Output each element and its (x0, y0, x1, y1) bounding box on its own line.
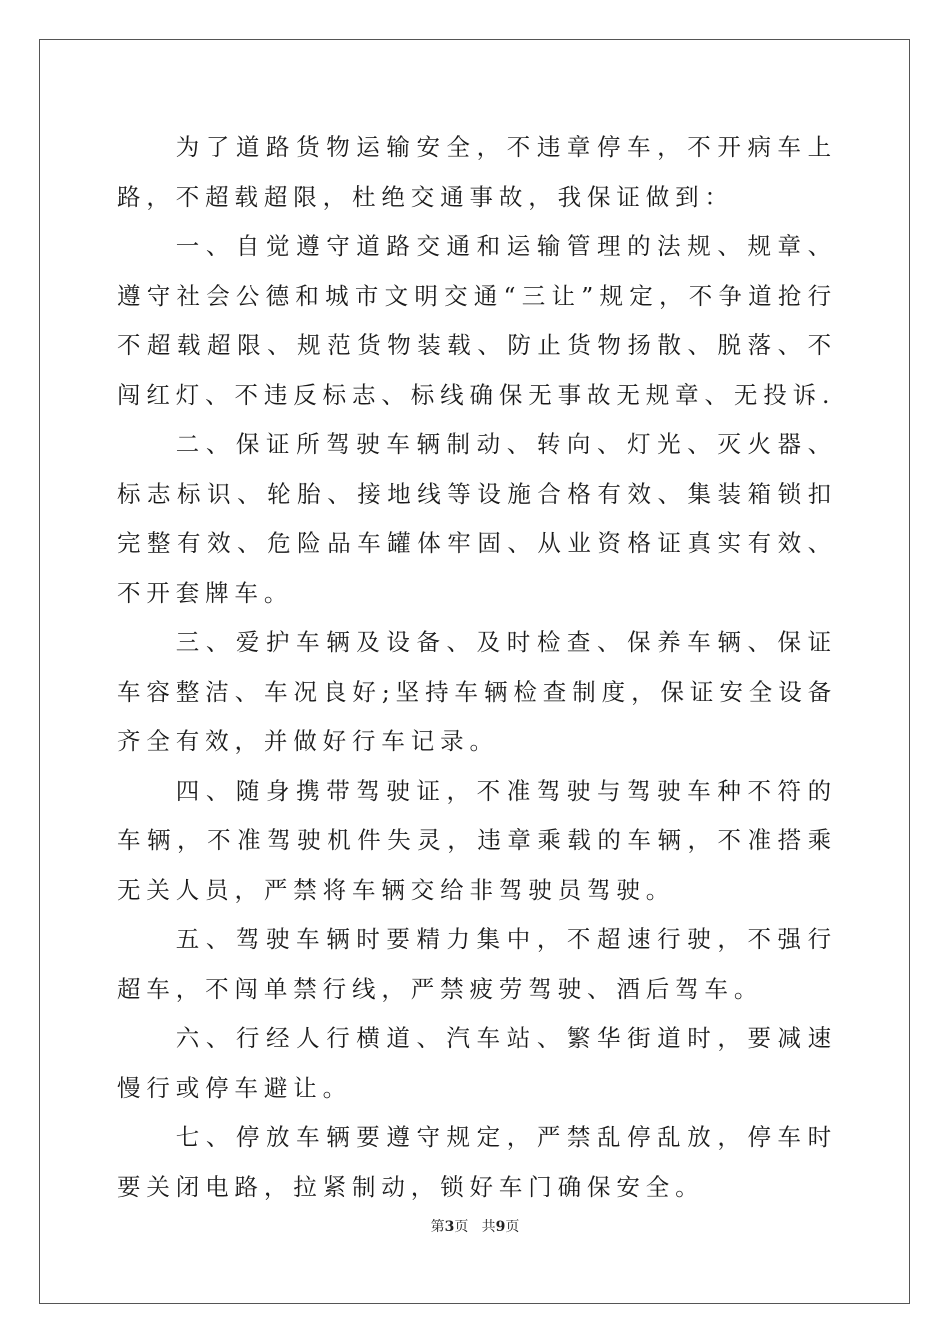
paragraph-item-1: 一、自觉遵守道路交通和运输管理的法规、规章、遵守社会公德和城市文明交通“三让”规定，不争道抢行不超载超限、规范货物装载、防止货物扬散、脱落、不闯红灯、不违反标志、标线确保无事故无规章、无投诉. (117, 232, 837, 409)
paragraph-item-4: 四、随身携带驾驶证，不准驾驶与驾驶车种不符的车辆，不准驾驶机件失灵，违章乘载的车辆，不准搭乘无关人员，严禁将车辆交给非驾驶员驾驶。 (117, 776, 837, 904)
total-suffix: 页 (505, 1219, 520, 1235)
page-suffix: 页 共 (454, 1219, 496, 1235)
page-total: 9 (495, 1219, 506, 1235)
document-body (117, 123, 837, 1212)
paragraph-item-3: 三、爱护车辆及设备、及时检查、保养车辆、保证车容整洁、车况良好;坚持车辆检查制度，保证安全设备齐全有效，并做好行车记录。 (117, 628, 837, 755)
paragraph-item-2: 二、保证所驾驶车辆制动、转向、灯光、灭火器、标志标识、轮胎、接地线等设施合格有效、集装箱锁扣完整有效、危险品车罐体牢固、从业资格证真实有效、不开套牌车。 (117, 430, 837, 607)
page-footer (0, 1216, 950, 1236)
page-current: 3 (444, 1219, 455, 1235)
page-prefix: 第 (430, 1219, 445, 1235)
paragraph-item-6: 六、行经人行横道、汽车站、繁华街道时，要减速慢行或停车避让。 (117, 1024, 837, 1102)
paragraph-item-7: 七、停放车辆要遵守规定，严禁乱停乱放，停车时要关闭电路，拉紧制动，锁好车门确保安全。 (117, 1123, 837, 1201)
paragraph-intro: 为了道路货物运输安全，不违章停车，不开病车上路，不超载超限，杜绝交通事故，我保证做到： (117, 133, 837, 211)
paragraph-item-5: 五、驾驶车辆时要精力集中，不超速行驶，不强行超车，不闯单禁行线，严禁疲劳驾驶、酒后驾车。 (117, 925, 837, 1003)
